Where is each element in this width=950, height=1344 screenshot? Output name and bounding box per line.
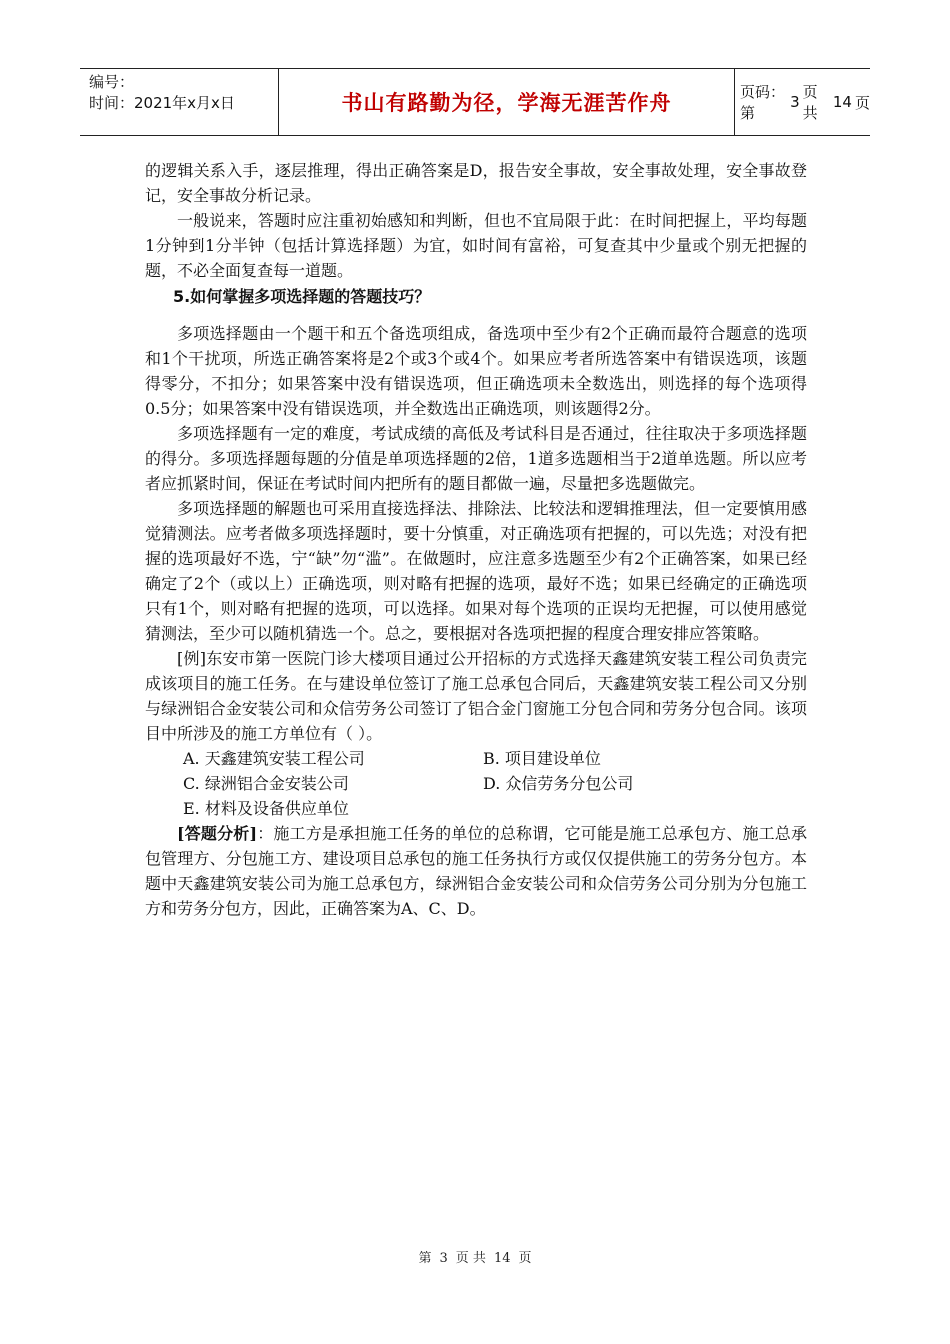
answer-analysis — [145, 821, 807, 921]
footer-prefix: 第 — [418, 1251, 432, 1266]
options-row-3 — [145, 796, 807, 821]
option-c: C. 绿洲铝合金安装公司 — [183, 774, 349, 793]
document-date: 时间：2021年x月x日 — [89, 94, 235, 112]
example-question: [例]东安市第一医院门诊大楼项目通过公开招标的方式选择天鑫建筑安装工程公司负责完成该项目的施工任务。在与建设单位签订了施工总承包合同后，天鑫建筑安装工程公司又分别与绿洲铝合金安装公司和众信劳务公司签订了铝合金门窗施工分包合同和劳务分包合同。该项目中所涉及的施工方单位有（ ）。 — [145, 649, 807, 743]
option-e: E. 材料及设备供应单位 — [183, 799, 349, 818]
options-row-2 — [145, 771, 807, 796]
option-a: A. 天鑫建筑安装工程公司 — [183, 749, 365, 768]
option-d: D. 众信劳务分包公司 — [483, 774, 634, 793]
header-page-total: 14 — [832, 93, 852, 111]
document-body — [145, 158, 807, 921]
header-page-suffix: 页 — [854, 93, 870, 112]
paragraph-difficulty: 多项选择题有一定的难度，考试成绩的高低及考试科目是否通过，往往取决于多项选择题的得分。多项选择题每题的分值是单项选择题的2倍，1道多选题相当于2道单选题。所以应考者应抓紧时间，保证在考试时间内把所有的题目都做一遍，尽量把多选题做完。 — [145, 424, 807, 493]
footer-current: 3 — [439, 1251, 448, 1266]
option-b: B. 项目建设单位 — [483, 749, 601, 768]
analysis-label: [答题分析] — [177, 824, 258, 843]
section-heading: 5.如何掌握多项选择题的答题技巧？ — [173, 287, 431, 306]
page-footer — [0, 1247, 950, 1266]
paragraph-multi-choice-rules: 多项选择题由一个题干和五个备选项组成，备选项中至少有2个正确而最符合题意的选项和1个干扰项，所选正确答案将是2个或3个或4个。如果应考者所选答案中有错误选项，该题得零分，不扣分；如果答案中没有错误选项，但正确选项未全数选出，则选择的每个选项得0.5分；如果答案中没有错误选项，并全数选出正确选项，则该题得2分。 — [145, 324, 807, 418]
footer-suffix: 页 — [518, 1251, 532, 1266]
page-header — [80, 68, 870, 136]
footer-mid: 页 共 — [455, 1251, 486, 1266]
footer-total: 14 — [493, 1251, 511, 1266]
header-page-prefix: 页码：第 — [740, 83, 786, 122]
header-page-mid: 页 共 — [802, 83, 818, 122]
header-page-number — [740, 69, 870, 135]
header-page-current: 3 — [790, 93, 800, 111]
header-motto: 书山有路勤为径，学海无涯苦作舟 — [279, 69, 735, 135]
header-meta — [80, 69, 279, 135]
paragraph-time-advice: 一般说来，答题时应注重初始感知和判断，但也不宜局限于此：在时间把握上，平均每题1分钟到1分半钟（包括计算选择题）为宜，如时间有富裕，可复查其中少量或个别无把握的题，不必全面复查每一道题。 — [145, 211, 807, 280]
spacer — [145, 313, 807, 321]
options-row-1 — [145, 746, 807, 771]
analysis-text: ：施工方是承担施工任务的单位的总称谓，它可能是施工总承包方、施工总承包管理方、分包施工方、建设项目总承包的施工任务执行方或仅仅提供施工的劳务分包方。本题中天鑫建筑安装公司为施工总承包方，绿洲铝合金安装公司和众信劳务公司分别为分包施工方和劳务分包方，因此，正确答案为A、C、D。 — [145, 824, 807, 918]
document-code-label: 编号： — [89, 73, 135, 91]
paragraph-strategy: 多项选择题的解题也可采用直接选择法、排除法、比较法和逻辑推理法，但一定要慎用感觉猜测法。应考者做多项选择题时，要十分慎重，对正确选项有把握的，可以先选；对没有把握的选项最好不选，宁“缺”勿“滥”。在做题时，应注意多选题至少有2个正确答案，如果已经确定了2个（或以上）正确选项，则对略有把握的选项，最好不选；如果已经确定的正确选项只有1个，则对略有把握的选项，可以选择。如果对每个选项的正误均无把握，可以使用感觉猜测法，至少可以随机猜选一个。总之，要根据对各选项把握的程度合理安排应答策略。 — [145, 499, 807, 643]
paragraph-continued: 的逻辑关系入手，逐层推理，得出正确答案是D，报告安全事故，安全事故处理，安全事故登记，安全事故分析记录。 — [145, 161, 807, 205]
